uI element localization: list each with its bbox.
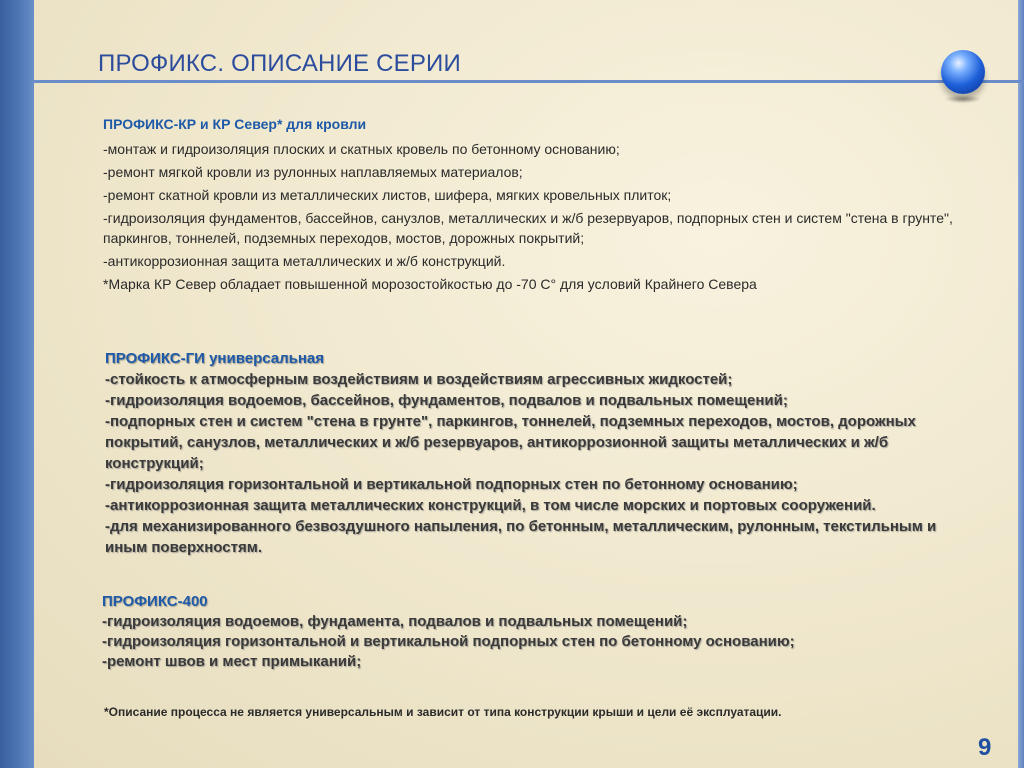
list-item: -монтаж и гидроизоляция плоских и скатных кровель по бетонному основанию;	[103, 141, 620, 157]
list-item: -гидроизоляция водоемов, фундамента, подвалов и подвальных помещений;	[102, 613, 688, 630]
list-item: -для механизированного безвоздушного напыления, по бетонным, металлическим, рулонным, текстильным и иным поверхностям.	[105, 518, 937, 556]
page-number: 9	[978, 734, 992, 761]
list-item: -гидроизоляция горизонтальной и вертикальной подпорных стен по бетонному основанию;	[105, 476, 798, 493]
slide-title: ПРОФИКС. ОПИСАНИЕ СЕРИИ	[98, 50, 461, 77]
title-divider	[34, 80, 1024, 83]
list-item: *Марка КР Север обладает повышенной морозостойкостью до -70 С° для условий Крайнего Севера	[103, 276, 757, 292]
section-heading: ПРОФИКС-ГИ универсальная	[105, 350, 325, 367]
list-item: -антикоррозионная защита металлических конструкций, в том числе морских и портовых сооружений.	[105, 497, 876, 514]
list-item: -ремонт мягкой кровли из рулонных наплавляемых материалов;	[103, 164, 523, 180]
section-profix-400	[102, 592, 962, 672]
list-item: -гидроизоляция горизонтальной и вертикальной подпорных стен по бетонному основанию;	[102, 633, 795, 650]
orb-shadow	[944, 95, 982, 103]
section-heading: ПРОФИКС-400	[102, 593, 208, 610]
list-item: -гидроизоляция фундаментов, бассейнов, санузлов, металлических и ж/б резервуаров, подпорных стен и систем "стена в грунте", паркингов, тоннелей, подземных переходов, мостов, дорожных покрытий;	[103, 210, 953, 246]
list-item: -подпорных стен и систем "стена в грунте", паркингов, тоннелей, подземных переходов, мостов, дорожных покрытий, санузлов, металлических и ж/б резервуаров, антикоррозионной защиты металлических и ж/б конструкций;	[105, 413, 916, 472]
list-item: -антикоррозионная защита металлических и ж/б конструкций.	[103, 253, 506, 269]
right-decorative-stripe	[1018, 0, 1024, 768]
list-item: -гидроизоляция водоемов, бассейнов, фундаментов, подвалов и подвальных помещений;	[105, 392, 788, 409]
list-item: -ремонт швов и мест примыканий;	[102, 653, 362, 670]
footnote: *Описание процесса не является универсальным и зависит от типа конструкции крыши и цели её эксплуатации.	[104, 705, 782, 719]
list-item: -стойкость к атмосферным воздействиям и воздействиям агрессивных жидкостей;	[105, 371, 733, 388]
blue-orb-icon	[941, 50, 985, 94]
left-decorative-stripe	[0, 0, 34, 768]
section-profix-gi	[105, 348, 965, 558]
section-heading: ПРОФИКС-КР и КР Север* для кровли	[103, 116, 367, 132]
list-item: -ремонт скатной кровли из металлических листов, шифера, мягких кровельных плиток;	[103, 187, 672, 203]
section-profix-kr	[103, 116, 953, 297]
